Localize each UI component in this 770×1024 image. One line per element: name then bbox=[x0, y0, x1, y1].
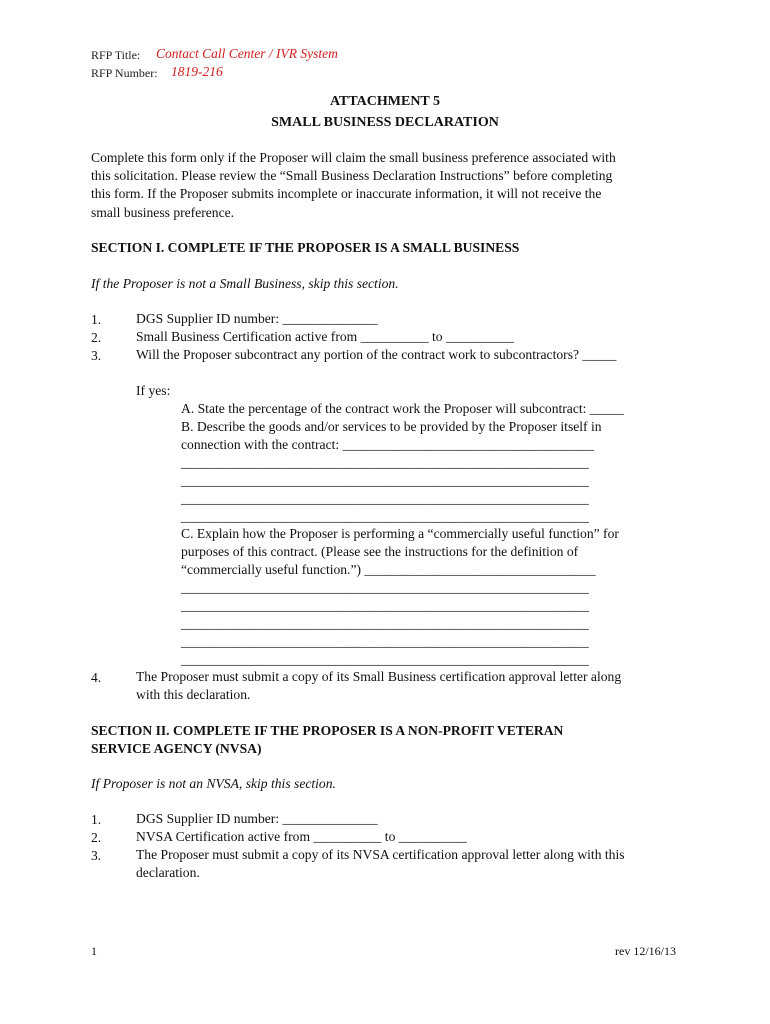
sub-c-answer-line[interactable]: ____________________________________________________________ bbox=[181, 598, 589, 613]
rfp-number-label: RFP Number: bbox=[91, 66, 158, 80]
section1-heading: SECTION I. COMPLETE IF THE PROPOSER IS A SMALL BUSINESS bbox=[91, 240, 520, 255]
section2-item2-text[interactable]: NVSA Certification active from __________ to __________ bbox=[136, 829, 467, 844]
section1-item3-num: 3. bbox=[91, 348, 102, 363]
sub-c-line: purposes of this contract. (Please see the instructions for the definition of bbox=[181, 544, 579, 559]
attachment-title: ATTACHMENT 5 bbox=[329, 94, 441, 109]
intro-line: this solicitation. Please review the “Small Business Declaration Instructions” before completing bbox=[91, 168, 613, 183]
sub-b-answer-line[interactable]: ____________________________________________________________ bbox=[181, 491, 589, 506]
section1-item4-num: 4. bbox=[91, 670, 102, 685]
sub-c-answer-line[interactable]: ____________________________________________________________ bbox=[181, 580, 589, 595]
section1-item2-num: 2. bbox=[91, 330, 102, 345]
section1-item1-text[interactable]: DGS Supplier ID number: ______________ bbox=[136, 311, 378, 326]
intro-line: small business preference. bbox=[91, 205, 235, 220]
document-title: SMALL BUSINESS DECLARATION bbox=[271, 115, 499, 130]
rfp-title-label: RFP Title: bbox=[91, 48, 141, 62]
revision-date: rev 12/16/13 bbox=[615, 944, 676, 958]
sub-c-line: C. Explain how the Proposer is performing a “commercially useful function” for bbox=[181, 526, 619, 541]
rfp-title-value: Contact Call Center / IVR System bbox=[156, 46, 338, 61]
sub-c-answer-line[interactable]: ____________________________________________________________ bbox=[181, 634, 589, 649]
section1-item2-text[interactable]: Small Business Certification active from __________ to __________ bbox=[136, 329, 514, 344]
if-yes-label: If yes: bbox=[136, 383, 171, 398]
section1-item4-line: with this declaration. bbox=[136, 687, 251, 702]
section2-item3-text: The Proposer must submit a copy of its NVSA certification approval letter along with this bbox=[136, 847, 625, 862]
section2-item1-text[interactable]: DGS Supplier ID number: ______________ bbox=[136, 811, 378, 826]
rfp-number-value: 1819-216 bbox=[171, 64, 223, 79]
sub-b-answer-line[interactable]: ____________________________________________________________ bbox=[181, 455, 589, 470]
sub-b-answer-line[interactable]: ____________________________________________________________ bbox=[181, 473, 589, 488]
sub-a-text[interactable]: A. State the percentage of the contract work the Proposer will subcontract: _____ bbox=[181, 401, 624, 416]
section2-heading: SECTION II. COMPLETE IF THE PROPOSER IS A NON-PROFIT VETERAN bbox=[91, 723, 564, 738]
page-number: 1 bbox=[91, 944, 97, 958]
sub-c-answer-line[interactable]: ____________________________________________________________ bbox=[181, 616, 589, 631]
sub-c-answer-line[interactable]: ____________________________________________________________ bbox=[181, 652, 589, 667]
section1-item1-num: 1. bbox=[91, 312, 102, 327]
section2-item3-num: 3. bbox=[91, 848, 102, 863]
sub-c-line[interactable]: “commercially useful function.”) __________________________________ bbox=[181, 562, 596, 577]
section2-item3-cont: declaration. bbox=[136, 865, 200, 880]
section2-heading: SERVICE AGENCY (NVSA) bbox=[91, 741, 262, 756]
intro-line: Complete this form only if the Proposer will claim the small business preference associated with bbox=[91, 150, 616, 165]
section2-skip-note: If Proposer is not an NVSA, skip this section. bbox=[91, 776, 336, 791]
sub-b-line: B. Describe the goods and/or services to be provided by the Proposer itself in bbox=[181, 419, 602, 434]
sub-b-answer-line[interactable]: ____________________________________________________________ bbox=[181, 509, 589, 524]
section1-item4-line: The Proposer must submit a copy of its Small Business certification approval letter along bbox=[136, 669, 622, 684]
section1-item3-text[interactable]: Will the Proposer subcontract any portion of the contract work to subcontractors? _____ bbox=[136, 347, 617, 362]
section1-skip-note: If the Proposer is not a Small Business, skip this section. bbox=[91, 276, 399, 291]
section2-item2-num: 2. bbox=[91, 830, 102, 845]
intro-line: this form. If the Proposer submits incomplete or inaccurate information, it will not receive the bbox=[91, 186, 602, 201]
sub-b-line[interactable]: connection with the contract: _____________________________________ bbox=[181, 437, 595, 452]
section2-item1-num: 1. bbox=[91, 812, 102, 827]
